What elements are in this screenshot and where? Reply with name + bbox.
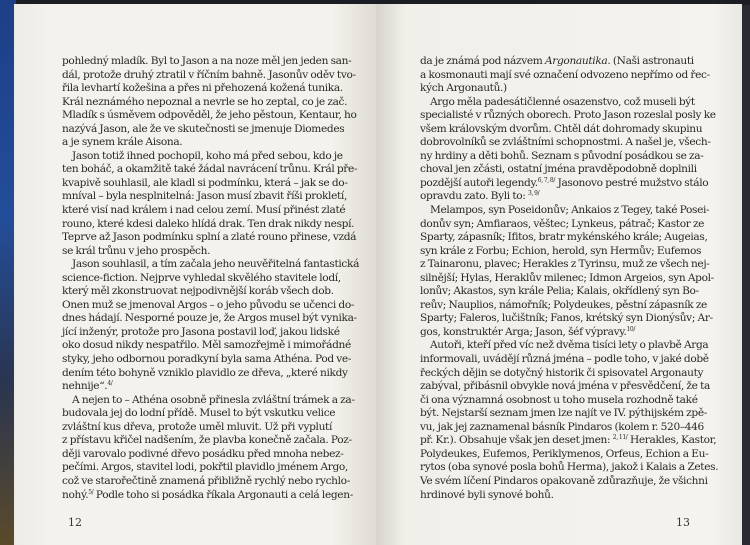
text-line <box>420 55 694 69</box>
text-run: donův syn; Amfiaraos, věštec; Lynkeus, pátrač; Kastor ze <box>420 217 705 230</box>
text-run: syn krále z Forbu; Echion, herold, syn Hermův; Eufemos <box>420 244 702 257</box>
text-run: reův; Nauplios, námořník; Polydeukes, pěstní zápasník ze <box>420 298 707 311</box>
text-line <box>420 393 698 408</box>
text-line <box>62 271 341 286</box>
text-run: ději varovalo podivné dřevo posádku před mnoha nebez- <box>62 447 344 460</box>
text-run: což ve starořečtině znamená přibližně rychlý nebo rychlo- <box>62 474 350 487</box>
text-line <box>420 461 719 475</box>
footnote-reference: 6, 7, 8/ <box>537 176 556 184</box>
text-line <box>62 258 360 272</box>
text-run: A nejen to – Athéna osobně přinesla zvláštní trámek a za- <box>72 393 355 406</box>
text-line <box>62 447 344 462</box>
text-run: které visí nad králem i nad celou zemí. Musí přinést zlaté <box>62 204 346 217</box>
text-line <box>420 68 710 83</box>
text-run: specialisté v různých oborech. Proto Jason rozeslal posly ke <box>420 109 716 122</box>
text-run: Herakles, Kastor, <box>627 434 717 447</box>
text-line <box>420 474 708 489</box>
footnote-reference: 4/ <box>107 380 113 388</box>
text-line <box>62 95 348 110</box>
text-line <box>62 109 357 123</box>
text-line <box>62 68 356 83</box>
text-line <box>62 163 358 177</box>
text-run: pečími. Argos, stavitel lodi, pokřtil plavidlo jménem Argo, <box>62 461 348 474</box>
page-number-left: 12 <box>68 516 82 529</box>
text-line <box>420 298 707 313</box>
text-run: Argo měla padesátičlenné osazenstvo, což museli být <box>430 95 695 108</box>
text-run: lonův; Akastos, syn krále Pelia; Kalais, okřídlený syn Bo- <box>420 285 699 298</box>
text-run: pohledný mladík. Byl to Jason a na noze měl jen jeden san- <box>62 55 352 67</box>
text-line <box>62 312 357 326</box>
text-line <box>62 122 345 137</box>
text-line <box>420 217 705 232</box>
text-run: jící inženýr, protože pro Jasona postavil loď, jakou lidské <box>62 325 340 338</box>
text-line <box>62 325 340 340</box>
text-run: Jasonovo pestré mužstvo stálo <box>555 176 709 189</box>
text-run: a je synem krále Aisona. <box>62 136 183 149</box>
text-line <box>62 55 352 69</box>
text-run: oko dosud nikdy nespatřilo. Měl samozřejmě i mimořádné <box>62 339 351 352</box>
text-line <box>420 244 702 259</box>
text-run: dnes hádají. Nesporné pouze je, že Argos musel být vynika- <box>62 312 357 325</box>
text-line <box>62 393 355 408</box>
text-line <box>420 258 710 272</box>
text-line <box>420 380 710 394</box>
text-line <box>420 353 709 367</box>
right-page <box>376 4 742 545</box>
text-run: řila levhartí kožešina a přes ni přehozená kožená tunika. <box>62 82 343 95</box>
text-line <box>62 474 350 489</box>
text-line <box>420 190 686 204</box>
text-run: který měl zkonstruovat nejpodivnější koráb všech dob. <box>62 285 334 298</box>
text-run: choval jen zčásti, ostatní jména pravděpodobně doplnili <box>420 163 697 176</box>
text-line <box>62 285 332 299</box>
text-run: da je známá pod názvem <box>420 55 545 67</box>
text-run: gos, konstruktér Arga; Jason, šéf výpravy. <box>420 325 627 338</box>
text-line <box>62 488 353 503</box>
text-run: dením této bohyně vzniklo plavidlo ze dřeva, „které nikdy <box>62 366 348 379</box>
text-run: informovali, uvádějí různá jména – podle toho, v jaké době <box>420 353 709 366</box>
text-run: Ve svém líčení Pindaros opakovaně zdůrazňuje, že všichni <box>420 474 708 487</box>
text-line <box>420 447 709 462</box>
text-line <box>420 82 686 96</box>
text-run: Jason totiž ihned pochopil, koho má před sebou, kdo je <box>72 149 343 162</box>
text-run: Melampos, syn Poseidonův; Ankaios z Tegey, také Posei- <box>430 204 710 217</box>
text-run: Teprve až Jason podmínku splní a zlaté rouno přinese, vzdá <box>62 231 357 244</box>
footnote-reference: 10/ <box>626 325 636 333</box>
text-run: zvláštní kus dřeva, protože uměl mluvit. Už při vyplutí <box>62 420 332 433</box>
text-line <box>420 326 686 340</box>
text-line <box>420 149 704 164</box>
text-run: rouno, které kdesi daleko hlídá drak. Ten drak nikdy nespí. <box>62 217 355 230</box>
text-line <box>420 176 709 191</box>
text-run: z Tainaronu, plavec; Herakles z Tyrinsu, muž ze všech nej- <box>420 258 710 271</box>
text-run: Jason souhlasil, a tím začala jeho neuvěřitelná fantastická <box>72 258 360 271</box>
text-line <box>420 366 704 381</box>
text-line <box>420 285 699 299</box>
text-run: dál, protože druhý ztratil v říčním bahně. Jasonův oděv tvo- <box>62 68 356 81</box>
text-run: být. Nejstarší seznam jmen lze najít ve IV. pýthijském zpě- <box>420 407 707 420</box>
text-run: nazývá Jason, ale že ve skutečnosti se jmenuje Diomedes <box>62 122 345 135</box>
text-run: kvapivě souhlasil, ale kladl si podmínku, která – jak se do- <box>62 176 348 189</box>
text-line <box>62 339 351 353</box>
text-run: zabýval, přibásnil obvykle nová jména v přesvědčení, že ta <box>420 380 710 393</box>
text-run: všem královským dvorům. Chtěl dát dohromady skupinu <box>420 122 703 135</box>
text-run: opravdu zato. Byli to: <box>420 190 529 203</box>
text-line <box>420 204 710 218</box>
text-run: hrdinové byli synové bohů. <box>420 488 554 501</box>
text-run: budovala jej do lodní přídě. Musel to být vskutku velice <box>62 407 336 420</box>
left-page <box>14 4 376 545</box>
text-line <box>62 190 347 204</box>
footnote-reference: 3, 9/ <box>528 190 540 198</box>
text-run: Král neznámého nepoznal a nevrle se ho zeptal, co je zač. <box>62 95 348 108</box>
text-line <box>62 461 348 475</box>
text-run: mníval – byla nesplnitelná: Jason musí zbavit říši prokletí, <box>62 190 347 203</box>
text-run: nehnije“. <box>62 380 108 393</box>
text-run: řeckých dějin se dotyčný historik či spisovatel Argonauty <box>420 366 704 379</box>
left-page-text <box>62 55 360 502</box>
text-line <box>62 176 348 191</box>
text-line <box>420 407 707 421</box>
text-line <box>62 380 332 394</box>
text-run: Sparty; Faleros, lučištník; Fanos, krétský syn Dionýsův; Ar- <box>420 312 713 325</box>
text-line <box>420 434 717 448</box>
text-line <box>420 231 708 245</box>
text-run: Polydeukes, Eufemos, Periklymenos, Orfeus, Echion a Eu- <box>420 447 709 460</box>
text-line <box>62 407 336 421</box>
text-line <box>420 122 703 137</box>
text-run: rytos (oba synové posla bohů Herma), jakož i Kalais a Zetes. <box>420 461 719 474</box>
text-line <box>420 271 714 286</box>
text-run: Sparty, zápasník; Ifitos, bratr mykénského krále; Augeias, <box>420 231 708 244</box>
text-line <box>62 366 348 381</box>
text-run: Autoři, kteří před víc než dvěma tisíci lety o plavbě Arga <box>430 339 709 352</box>
text-line <box>62 353 352 367</box>
text-line <box>420 420 704 435</box>
text-line <box>62 245 332 259</box>
text-line <box>62 434 352 448</box>
text-line <box>62 82 343 96</box>
text-line <box>420 136 711 150</box>
text-line <box>420 95 695 110</box>
text-run: vu, jak jej zaznamenal básník Pindaros (kolem r. 520–446 <box>420 420 704 433</box>
page-number-right: 13 <box>676 516 690 529</box>
text-run: nohý. <box>62 488 89 501</box>
text-run: . (Naši astronauti <box>607 55 694 67</box>
text-run: Onen muž se jmenoval Argos – o jeho původu se učenci do- <box>62 298 355 311</box>
text-line <box>62 217 355 232</box>
text-line <box>420 312 713 326</box>
text-run: ten boháč, a okamžitě také žádal navrácení trůnu. Král pře- <box>62 163 358 176</box>
right-page-text <box>420 55 719 502</box>
italic-title: Argonautika <box>544 55 608 67</box>
text-run: se král trůnu v jeho prospěch. <box>62 244 211 257</box>
text-line <box>62 136 332 150</box>
text-run: a kosmonauti mají své označení odvozeno nepřímo od řec- <box>420 68 710 81</box>
text-run: Podle toho si posádka říkala Argonauti a celá legen- <box>93 488 353 501</box>
text-run: ny hrdiny a děti bohů. Seznam s původní posádkou se za- <box>420 149 704 162</box>
text-run: styky, jeho odbornou poradkyní byla sama Athéna. Pod ve- <box>62 353 352 366</box>
footnote-reference: 5/ <box>88 488 94 496</box>
text-line <box>420 339 709 353</box>
text-line <box>62 298 355 313</box>
text-line <box>62 421 332 435</box>
text-run: př. Kr.). Obsahuje však jen deset jmen: <box>420 434 613 447</box>
text-run: pozdější autoři legendy. <box>420 176 538 189</box>
text-run: dobrovolníků se zvláštními schopnostmi. A našel je, všech- <box>420 136 711 149</box>
footnote-reference: 2, 11/ <box>612 434 628 442</box>
text-run: science-fiction. Nejprve vyhledal skvělého stavitele lodí, <box>62 271 341 284</box>
text-run: silnější; Hylas, Heraklův milenec; Idmon Argeios, syn Apol- <box>420 271 714 284</box>
text-line <box>62 231 357 245</box>
text-run: Mladík s úsměvem odpověděl, že jeho pěstoun, Kentaur, ho <box>62 109 357 122</box>
text-line <box>62 204 346 218</box>
text-run: z přístavu křičel nadšením, že plavba konečně začala. Poz- <box>62 434 352 447</box>
text-run: kých Argonautů.) <box>420 82 507 95</box>
text-line <box>420 489 686 503</box>
text-line <box>420 109 716 123</box>
text-run: či ona významná osobnost u toho musela rozhodně také <box>420 393 698 406</box>
text-line <box>420 163 697 177</box>
text-line <box>62 149 343 164</box>
